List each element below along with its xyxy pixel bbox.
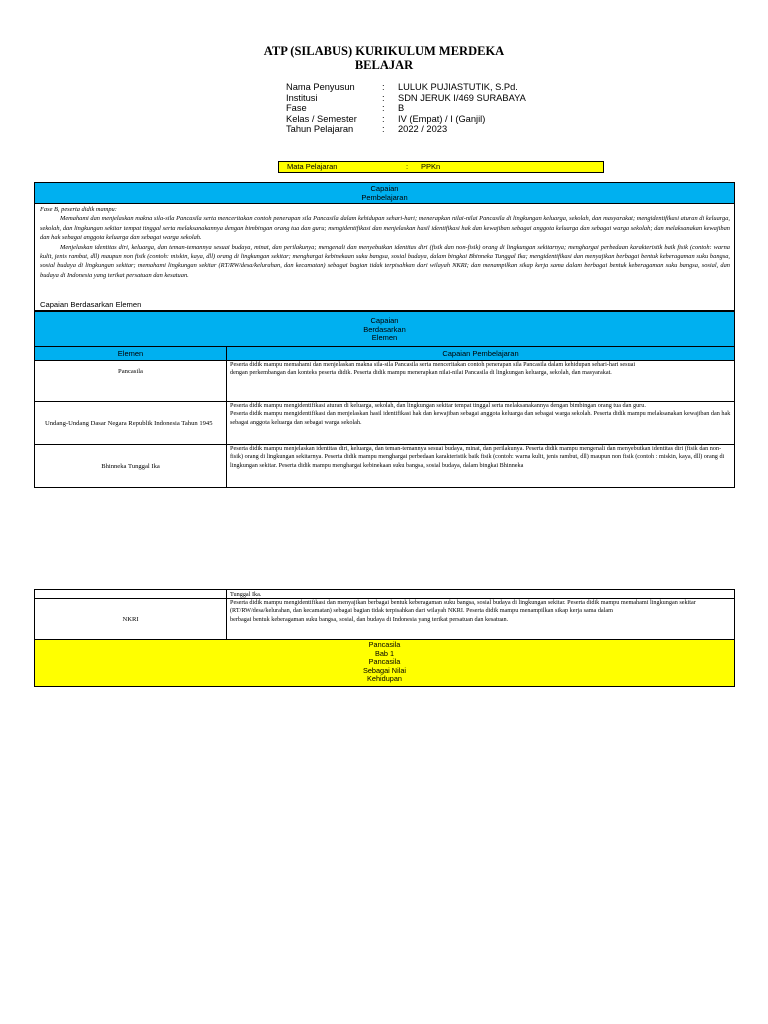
row-bhinneka-elemen [34, 444, 227, 488]
bab-line: Pancasila [368, 657, 401, 667]
info-row-tahun [286, 124, 526, 135]
elemen-header-line2: Berdasarkan [363, 324, 406, 334]
bab-line: Kehidupan [367, 674, 402, 684]
info-colon: : [382, 124, 385, 135]
elemen-name: Bhinneka Tunggal Ika [101, 462, 160, 470]
elemen-header-line3: Elemen [371, 333, 398, 342]
info-row-penyusun [286, 82, 526, 93]
bab-line: Bab 1 [374, 648, 395, 658]
bab-line: Sebagai Nilai [363, 665, 406, 675]
row-pancasila-elemen [34, 360, 227, 402]
capaian-header [34, 182, 735, 204]
info-block [286, 82, 526, 135]
info-value: LULUK PUJIASTUTIK, S.Pd. [398, 82, 518, 92]
bab-line: Pancasila [368, 640, 401, 649]
document-title [0, 44, 768, 72]
row-nkri-capaian [226, 598, 735, 640]
mapel-colon: : [406, 162, 409, 171]
info-colon: : [382, 113, 385, 124]
capaian-text: Peserta didik mampu mengidentifikasi dan menyajikan berbagai bentuk keberagaman suku bangsa, sosial budaya di lingkungan sekitar. Peserta didik mampu memahami lingkungan sekitar (RT/RW/desa/kelurahan, dan kecamatan) sebagai bagian tidak terpisahkan dari wilayah NKRI. Peserta didik mampu menampilkan sikap kerja sama dalam [230, 599, 696, 615]
continued-text: Tunggal Ika. [230, 591, 262, 598]
capaian-text: berbagai bentuk keberagaman suku bangsa, sosial, dan budaya di Indonesia yang terikat persatuan dan kesatuan. [230, 615, 509, 623]
info-value: IV (Empat) / I (Ganjil) [398, 113, 486, 124]
info-value: B [398, 103, 405, 114]
mata-pelajaran-bar [278, 161, 604, 173]
elemen-name: Undang-Undang Dasar Negara Republik Indonesia Tahun 1945 [45, 419, 213, 427]
info-value: 2022 / 2023 [398, 124, 448, 135]
info-label: Tahun Pelajaran [286, 124, 354, 135]
info-colon: : [382, 103, 385, 114]
row-uud-capaian [226, 401, 735, 445]
info-value: SDN JERUK I/469 SURABAYA [398, 92, 526, 103]
capaian-text: dengan perkembangan dan konteks peserta didik. Peserta didik mampu menerapkan nilai-nilai Pancasila di lingkungan keluarga, sekolah, dan masyarakat. [230, 369, 612, 377]
capaian-text: Peserta didik mampu memahami dan menjelaskan makna sila-sila Pancasila serta menceritakan contoh penerapan sila Pancasila dalam kehidupan sehari-hari sesuai [230, 361, 636, 368]
capaian-header-line2: Pembelajaran [361, 192, 408, 202]
capaian-intro: Fase B, peserta didik mampu: [40, 206, 117, 213]
capaian-text: Peserta didik mampu mengidentifikasi aturan di keluarga, sekolah, dan lingkungan sekitar tempat tinggal serta melaksanakannya dengan bimbingan orang tua dan guru. [230, 402, 646, 409]
row-bhinneka-capaian [226, 444, 735, 488]
row-pancasila-capaian [226, 360, 735, 402]
mapel-label: Mata Pelajaran [287, 162, 338, 171]
capaian-elemen-label: Capaian Berdasarkan Elemen [40, 300, 142, 309]
info-row-kelas [286, 114, 526, 125]
capaian-paragraph-2: Menjelaskan identitas diri, keluarga, dan teman-temannya sesuai budaya, minat, dan perilakunya; mengenali dan menyebutkan identitas diri (fisik dan non-fisik) orang di lingkungan sekitarnya; menghargai perbedaan karakteristik baik fisik (contoh: warna kulit, jenis rambut, dll) maupun non fisik (contoh: miskin, kaya, dll) orang di lingkungan sekitar; menghargai kebinekaan suku bangsa, sosial budaya, dalam bingkai Bhinneka Tunggal Ika; mengidentifikasi dan menyajikan berbagai bentuk keberagaman suku bangsa, sosial budaya di lingkungan sekitar; memahami lingkungan sekitar (RT/RW/desa/kelurahan, dan kecamatan) sebagai bagian tidak terpisahkan dari wilayah NKRI; dan menampilkan sikap kerja sama dalam berbagai bentuk keberagaman suku bangsa, sosial, dan budaya di Indonesia yang terikat persatuan dan kesatuan. [40, 243, 730, 279]
info-row-institusi [286, 93, 526, 104]
title-line-2: BELAJAR [354, 58, 414, 72]
info-colon: : [382, 92, 385, 103]
info-row-fase [286, 103, 526, 114]
elemen-name: NKRI [122, 615, 139, 623]
column-header-capaian: Capaian Pembelajaran [226, 346, 735, 361]
info-label: Nama Penyusun [286, 82, 355, 92]
capaian-header-line1: Capaian [370, 184, 399, 193]
elemen-name: Pancasila [118, 368, 143, 375]
info-label: Fase [286, 103, 307, 114]
row-uud-elemen [34, 401, 227, 445]
mapel-value: PPKn [421, 162, 441, 171]
info-label: Institusi [286, 92, 318, 103]
row-nkri-elemen [34, 598, 227, 640]
capaian-text: Peserta didik mampu menjelaskan identitas diri, keluarga, dan teman-temannya sesuai budaya, minat, dan perilakunya. Peserta didik mampu mengenali dan menyebutkan identitas diri (fisik dan non-fisik) orang di lingkungan sekitarnya. Peserta didik mampu menghargai perbedaan karakteristik baik fisik (contoh: warna kulit, jenis rambut, dll) maupun non fisik (contoh : miskin, kaya, dll) orang di lingkungan sekitar. Peserta didik mampu menghargai kebinekaan suku bangsa, sosial budaya, dalam bingkai Bhinneka [230, 445, 725, 469]
capaian-paragraph-1: Memahami dan menjelaskan makna sila-sila Pancasila serta menceritakan contoh penerapan sila Pancasila dalam kehidupan sehari-hari; menerapkan nilai-nilai Pancasila di lingkungan keluarga, sekolah, dan masyarakat; mengidentifikasi aturan di keluarga, sekolah, dan lingkungan sekitar tempat tinggal serta melaksanakannya dengan bimbingan orang tua dan guru; mengidentifikasi dan menjelaskan hasil identifikasi hak dan kewajiban sebagai anggota keluarga dan sebagai warga sekolah; dan melaksanakan kewajiban dan hak sebagai anggota keluarga dan sebagai warga sekolah. [40, 215, 730, 242]
info-colon: : [382, 82, 385, 92]
column-header-elemen: Elemen [34, 346, 227, 361]
capaian-text: Peserta didik mampu mengidentifikasi dan menjelaskan hasil identifikasi hak dan kewajiban sebagai anggota keluarga dan sebagai warga sekolah. Peserta didik mampu melaksanakan kewajiban dan hak sebagai anggota keluarga dan sebagai warga sekolah. [230, 410, 731, 426]
elemen-header-line1: Capaian [370, 316, 399, 325]
capaian-paragraphs [40, 205, 730, 280]
elemen-header [34, 311, 735, 347]
title-line-1: ATP (SILABUS) KURIKULUM MERDEKA [263, 44, 505, 58]
bab-header-block [34, 639, 735, 687]
info-label: Kelas / Semester [286, 113, 357, 124]
